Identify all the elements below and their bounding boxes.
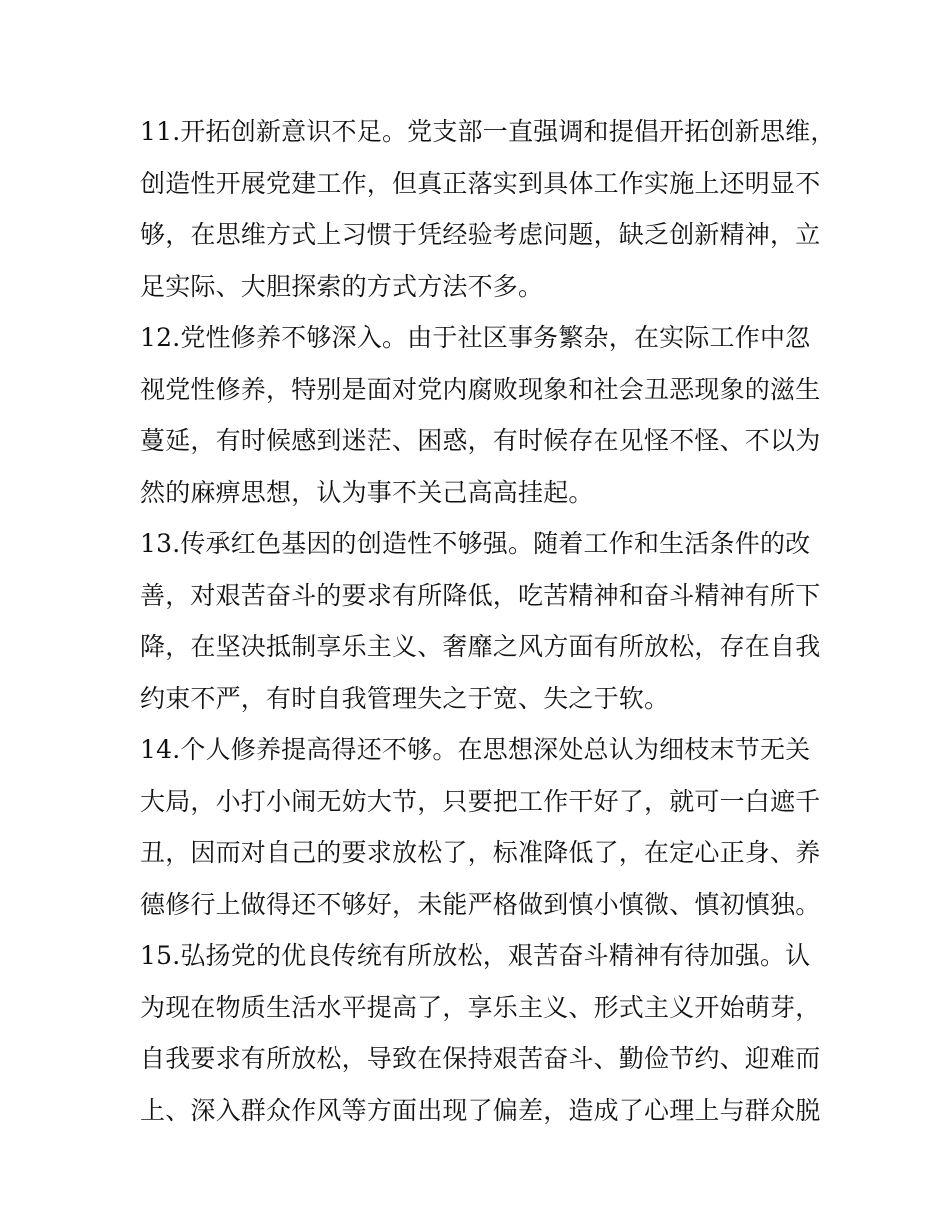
text-line: 13.传承红色基因的创造性不够强。随着工作和生活条件的改 [140,529,811,558]
text-line: 然的麻痹思想，认为事不关己高高挂起。 [140,477,594,507]
text-line: 上、深入群众作风等方面出现了偏差，造成了心理上与群众脱 [140,1095,821,1125]
text-line: 丑，因而对自己的要求放松了，标准降低了，在定心正身、养 [140,838,821,867]
paragraph-12 [140,312,821,518]
paragraph-14 [140,724,821,930]
text-line: 视党性修养，特别是面对党内腐败现象和社会丑恶现象的滋生 [140,374,821,404]
text-line: 15.弘扬党的优良传统有所放松，艰苦奋斗精神有待加强。认 [140,941,811,970]
text-line: 善，对艰苦奋斗的要求有所降低，吃苦精神和奋斗精神有所下 [140,580,821,610]
text-line: 12.党性修养不够深入。由于社区事务繁杂，在实际工作中忽 [140,323,811,352]
paragraph-13 [140,518,821,724]
text-line: 大局，小打小闹无妨大节，只要把工作干好了，就可一白遮千 [140,786,821,816]
text-line: 约束不严，有时自我管理失之于宽、失之于软。 [140,683,670,713]
text-line: 足实际、大胆探索的方式方法不多。 [140,271,544,301]
text-line: 够，在思维方式上习惯于凭经验考虑问题，缺乏创新精神，立 [140,220,821,249]
paragraph-11 [140,106,836,312]
text-line: 11.开拓创新意识不足。党支部一直强调和提倡开拓创新思维， [140,117,836,146]
document-body [140,106,836,1136]
text-line: 蔓延，有时候感到迷茫、困惑，有时候存在见怪不怪、不以为 [140,426,821,455]
text-line: 德修行上做得还不够好，未能严格做到慎小慎微、慎初慎独。 [140,889,821,919]
text-line: 为现在物质生活水平提高了，享乐主义、形式主义开始萌芽， [140,992,821,1022]
text-line: 14.个人修养提高得还不够。在思想深处总认为细枝末节无关 [140,735,811,764]
text-line: 降，在坚决抵制享乐主义、奢靡之风方面有所放松，存在自我 [140,632,821,661]
text-line: 创造性开展党建工作，但真正落实到具体工作实施上还明显不 [140,168,821,198]
paragraph-15 [140,930,821,1136]
text-line: 自我要求有所放松，导致在保持艰苦奋斗、勤俭节约、迎难而 [140,1044,821,1073]
